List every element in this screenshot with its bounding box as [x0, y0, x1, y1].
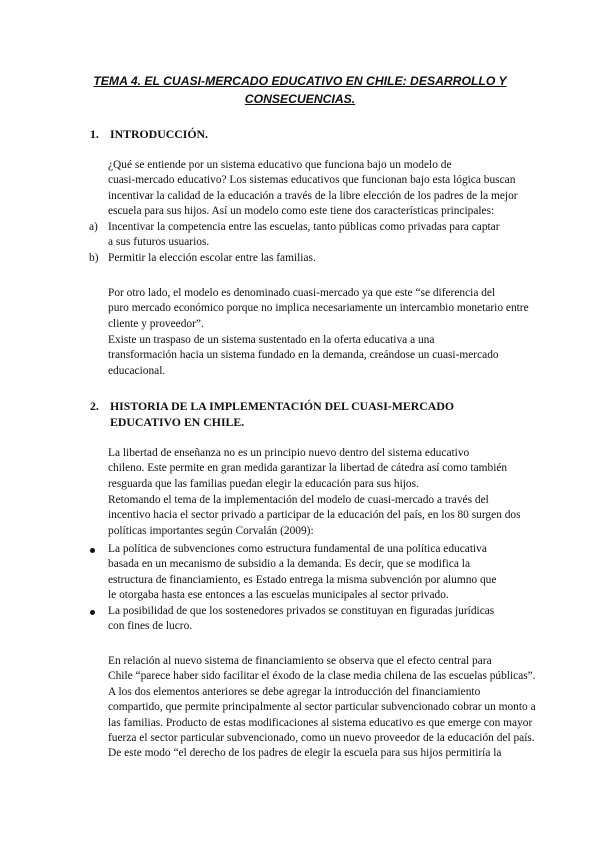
paragraph [72, 158, 528, 220]
text-line: Chile “parece haber sido facilitar el éxodo de la clase media chilena de las escuelas públicas”. [108, 670, 536, 683]
bullet-list [72, 542, 528, 634]
list-marker: a) [89, 221, 98, 233]
text-line: incentivo hacia el sector privado a participar de la educación del país, en los 80 surgen dos [108, 509, 521, 522]
text-line: En relación al nuevo sistema de financiamiento se observa que el efecto central para [108, 655, 492, 667]
list-item [72, 542, 528, 604]
title-line: CONSECUENCIAS. [244, 92, 356, 106]
text-line: compartido, que permite principalmente al sector particular subvencionado cobrar un monto a [108, 701, 536, 714]
paragraph [72, 286, 528, 332]
list-item [72, 251, 528, 266]
lettered-list [72, 220, 528, 266]
text-line: Permitir la elección escolar entre las familias. [108, 251, 316, 264]
paragraph [72, 654, 536, 762]
text-line: Retomando el tema de la implementación del modelo de cuasi-mercado a través del [108, 494, 489, 506]
text-line: con fines de lucro. [108, 620, 193, 633]
text-line: Incentivar la competencia entre las escuelas, tanto públicas como privadas para captar [108, 221, 500, 233]
text-line: estructura de financiamiento, es Estado entrega la misma subvención por alumno que [108, 573, 497, 586]
text-line: A los dos elementos anteriores se debe agregar la introducción del financiamiento [108, 685, 481, 698]
text-line: La posibilidad de que los sostenedores privados se constituyan en figuradas jurídicas [108, 604, 495, 617]
text-line: escuela para sus hijos. Así un modelo como este tiene dos características principales: [108, 205, 495, 218]
text-line: ¿Qué se entiende por un sistema educativo que funciona bajo un modelo de [108, 159, 452, 171]
section-title-line: EDUCATIVO EN CHILE. [110, 415, 245, 429]
bullet-icon [90, 610, 95, 615]
text-line: puro mercado económico porque no implica necesariamente un intercambio monetario entre [108, 302, 529, 315]
text-line: las familias. Producto de estas modificaciones al sistema educativo es que emerge con mayor [108, 716, 533, 729]
text-line: incentivar la calidad de la educación a través de la libre elección de los padres de la mejor [108, 189, 518, 202]
document-title [90, 72, 510, 108]
text-line: resguarda que las familias puedan elegir la educación para sus hijos. [108, 477, 419, 490]
text-line: le otorgaba hasta ese entonces a las escuelas municipales al sector privado. [108, 589, 449, 602]
text-line: fuerza el sector particular subvencionado, como un nuevo proveedor de la educación del país. [108, 732, 535, 745]
paragraph [72, 446, 528, 492]
section-title: INTRODUCCIÓN. [110, 127, 208, 141]
section-title-line: HISTORIA DE LA IMPLEMENTACIÓN DEL CUASI-MERCADO [110, 399, 455, 413]
text-line: La libertad de enseñanza no es un principio nuevo dentro del sistema educativo [108, 447, 470, 459]
text-line: chileno. Este permite en gran medida garantizar la libertad de cátedra así como también [108, 462, 508, 475]
text-line: educacional. [108, 364, 166, 377]
title-line: TEMA 4. EL CUASI-MERCADO EDUCATIVO EN CHILE: DESARROLLO Y [93, 74, 507, 88]
section-title [110, 398, 454, 430]
text-line: a sus futuros usuarios. [108, 236, 210, 249]
section-1-heading [90, 126, 510, 142]
list-item [72, 220, 528, 251]
list-item [72, 604, 528, 635]
text-line: cuasi-mercado educativo? Los sistemas educativos que funcionan bajo esta lógica buscan [108, 174, 516, 187]
list-marker: b) [89, 251, 99, 264]
text-line: De este modo “el derecho de los padres de elegir la escuela para sus hijos permitiría la [108, 747, 502, 760]
paragraph [72, 333, 528, 379]
text-line: Existe un traspaso de un sistema sustentado en la oferta educativa a una [108, 334, 435, 346]
section-number: 2. [90, 399, 99, 413]
text-line: políticas importantes según Corvalán (2009): [108, 524, 314, 537]
text-line: basada en un mecanismo de subsidio a la demanda. Es decir, que se modifica la [108, 558, 471, 571]
section-2-heading [90, 398, 510, 430]
text-line: Por otro lado, el modelo es denominado cuasi-mercado ya que este “se diferencia del [108, 287, 496, 299]
text-line: transformación hacia un sistema fundado en la demanda, creándose un cuasi-mercado [108, 349, 499, 362]
text-line: cliente y proveedor”. [108, 317, 204, 330]
section-number: 1. [90, 127, 99, 141]
bullet-icon [90, 548, 95, 553]
text-line: La política de subvenciones como estructura fundamental de una política educativa [108, 543, 487, 555]
paragraph [72, 493, 528, 539]
